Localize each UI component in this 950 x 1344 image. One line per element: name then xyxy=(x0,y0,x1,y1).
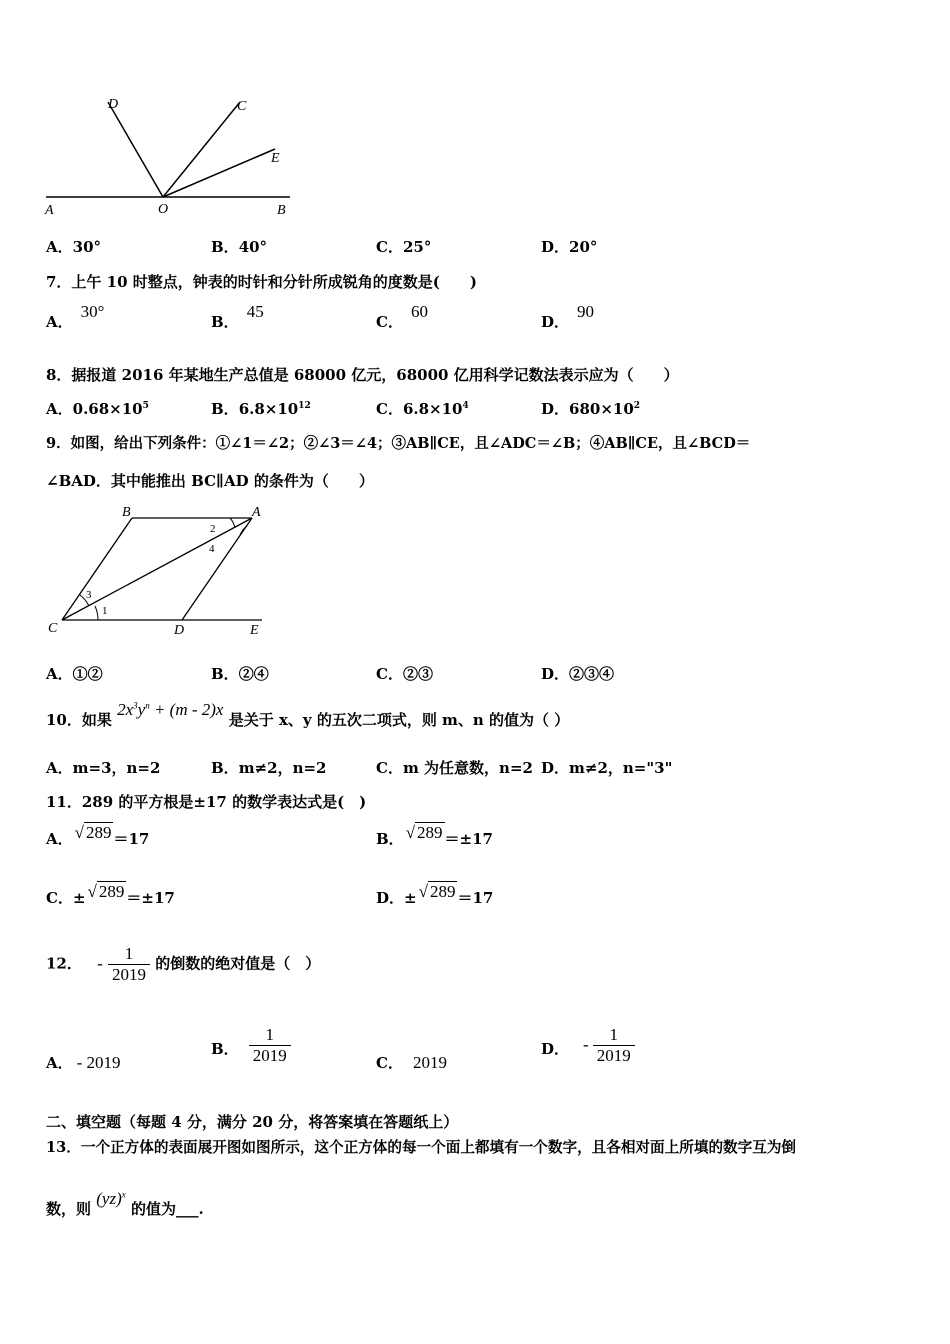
label-d: D xyxy=(174,623,185,638)
q8-option-c[interactable]: C．$6.8\times 10^4$ xyxy=(376,400,469,418)
q10-option-b[interactable]: B．m≠2，n=2 xyxy=(211,759,327,777)
q7-option-c[interactable]: C．60 xyxy=(376,302,428,331)
q9-stem-line2: ∠BAD．其中能推出 BC∥AD 的条件为（ ） xyxy=(46,472,374,490)
q9-option-c[interactable]: C．②③ xyxy=(376,665,433,683)
angle-1-label: 1 xyxy=(102,605,108,617)
q6-option-a[interactable]: A．30° xyxy=(46,238,102,256)
label-b: B xyxy=(277,203,286,218)
q12-fraction: $\frac{1}{2019}$ xyxy=(108,945,150,984)
q12-stem: 12． - $\frac{1}{2019}$ 的倒数的绝对值是（ ） xyxy=(46,944,321,984)
q8-stem: 8．据报道 2016 年某地生产总值是 68000 亿元，68000 亿用科学记数法表示应为（ ） xyxy=(46,366,679,384)
q12-option-a[interactable]: A． - 2019 xyxy=(46,1053,121,1072)
label-b: B xyxy=(122,505,131,520)
q11-stem: 11．289 的平方根是±17 的数学表达式是( ) xyxy=(46,793,367,811)
q7-option-d[interactable]: D．90 xyxy=(541,302,595,331)
sqrt-symbol: √ 289 xyxy=(87,882,125,901)
q12-option-c[interactable]: C． 2019 xyxy=(376,1053,447,1072)
sqrt-symbol: √ 289 xyxy=(405,823,443,842)
q6-option-d[interactable]: D．20° xyxy=(541,238,598,256)
label-c: C xyxy=(237,99,247,114)
angle-3-label: 3 xyxy=(86,589,92,601)
q7-stem: 7．上午 10 时整点，钟表的时针和分针所成锐角的度数是( ) xyxy=(46,273,477,291)
q13-stem-line2: 数，则 (yz)$^x$ 的值为___. xyxy=(46,1189,204,1218)
parallelogram-figure xyxy=(40,500,280,645)
label-d: D xyxy=(108,97,119,112)
q11-option-c[interactable]: C．± √ 289 ＝±17 xyxy=(46,882,175,907)
q9-stem-line1: 9．如图，给出下列条件：①∠1＝∠2；②∠3＝∠4；③AB∥CE，且∠ADC＝∠B；④AB∥CE，且∠BCD＝ xyxy=(46,435,751,452)
q6-option-b[interactable]: B．40° xyxy=(211,238,268,256)
q8-option-d[interactable]: D．$680\times 10^2$ xyxy=(541,400,641,418)
q11-option-d[interactable]: D．± √ 289 ＝17 xyxy=(376,882,494,907)
q6-option-c[interactable]: C．25° xyxy=(376,238,432,256)
label-o: O xyxy=(158,202,169,217)
q12-option-b[interactable]: B． $\frac{1}{2019}$ xyxy=(211,1026,291,1065)
sqrt-symbol: √ 289 xyxy=(418,882,456,901)
q10-option-d[interactable]: D．m≠2，n="3" xyxy=(541,759,673,777)
angle-figure xyxy=(40,92,300,220)
label-e: E xyxy=(250,623,259,638)
q10-stem: 10．如果 $2x^3y^n + (m - 2)x$ 是关于 x、y 的五次二项式，则 m、n 的值为（ ） xyxy=(46,700,570,729)
q12-option-d[interactable]: D． - $\frac{1}{2019}$ xyxy=(541,1026,635,1065)
q7-option-a[interactable]: A．30° xyxy=(46,302,105,331)
q11-option-a[interactable]: A． √ 289 ＝17 xyxy=(46,823,150,848)
q9-option-a[interactable]: A．①② xyxy=(46,665,103,683)
q9-option-d[interactable]: D．②③④ xyxy=(541,665,615,683)
label-a: A xyxy=(252,505,261,520)
q7-option-b[interactable]: B．45 xyxy=(211,302,264,331)
q8-option-a[interactable]: A．$0.68\times 10^5$ xyxy=(46,400,149,418)
angle-2-label: 2 xyxy=(210,523,216,535)
section-heading: 二、填空题（每题 4 分，满分 20 分，将答案填在答题纸上） xyxy=(46,1113,459,1131)
q11-option-b[interactable]: B． √ 289 ＝±17 xyxy=(376,823,493,848)
q9-option-b[interactable]: B．②④ xyxy=(211,665,269,683)
q10-polynomial: $2x^3y^n + (m - 2)x$ xyxy=(117,700,224,719)
q13-stem-line1: 13．一个正方体的表面展开图如图所示，这个正方体的每一个面上都填有一个数字，且各相对面上所填的数字互为倒 xyxy=(46,1139,797,1156)
q13-expression: (yz)$^x$ xyxy=(96,1189,126,1208)
label-e: E xyxy=(271,151,280,166)
q10-option-c[interactable]: C．m 为任意数，n=2 xyxy=(376,759,533,777)
label-c: C xyxy=(48,621,58,636)
sqrt-symbol: √ 289 xyxy=(74,823,112,842)
q10-option-a[interactable]: A．m=3，n=2 xyxy=(46,759,161,777)
angle-4-label: 4 xyxy=(209,543,215,555)
q8-option-b[interactable]: B．$6.8\times 10^{12}$ xyxy=(211,400,311,418)
label-a: A xyxy=(45,203,54,218)
